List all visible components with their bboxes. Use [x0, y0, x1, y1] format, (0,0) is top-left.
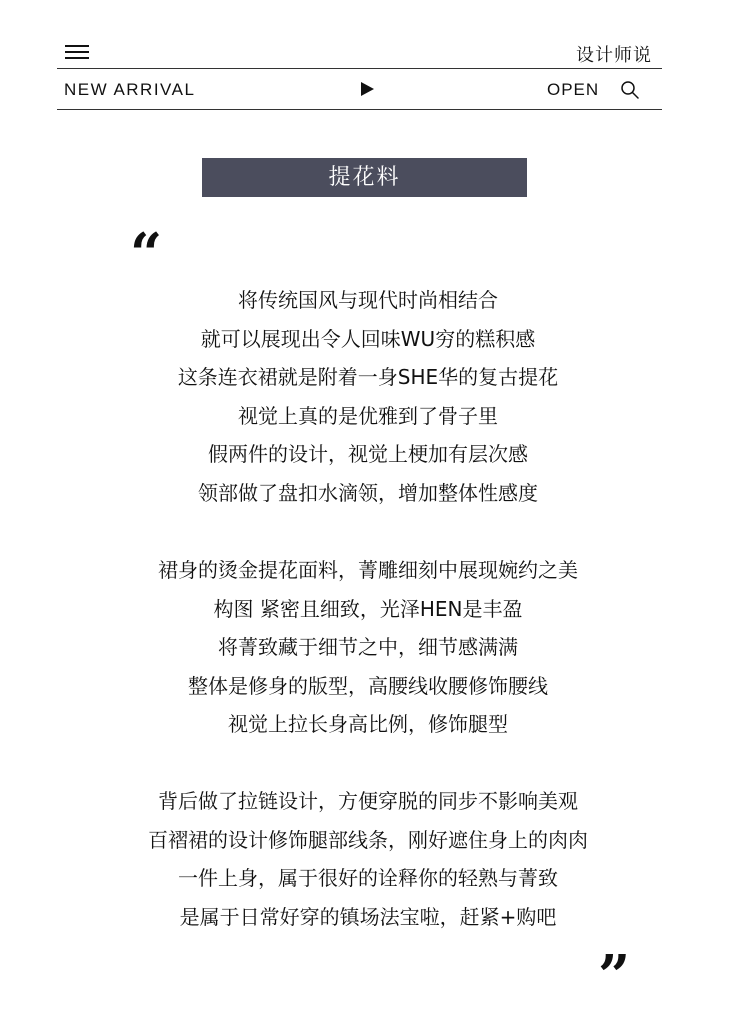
paragraph-line: 这条连衣裙就是附着一身SHE华的复古提花 — [177, 365, 559, 390]
hamburger-menu-icon[interactable] — [65, 45, 89, 59]
paragraph-line: 一件上身，属于很好的诠释你的轻熟与菁致 — [178, 866, 558, 891]
brand-title: 设计师说 — [576, 45, 652, 66]
new-arrival-label: NEW ARRIVAL — [64, 80, 196, 99]
paragraph-line: 裙身的烫金提花面料，菁雕细刻中展现婉约之美 — [158, 558, 578, 582]
paragraph-line: 整体是修身的版型，高腰线收腰修饰腰线 — [188, 673, 548, 698]
section-title-badge: 提花料 — [202, 158, 527, 197]
search-icon[interactable] — [620, 80, 640, 100]
paragraph-line: 领部做了盘扣水滴领，增加整体性感度 — [198, 480, 538, 505]
paragraph-line: 背后做了拉链设计，方便穿脱的同步不影响美观 — [158, 789, 578, 813]
paragraph-line: 构图 紧密且细致，光泽HEN是丰盈 — [213, 596, 523, 621]
paragraph-line: 就可以展现出令人回味WU穷的糕积感 — [200, 326, 536, 351]
top-bar — [57, 36, 662, 69]
paragraph-2 — [60, 551, 676, 744]
paragraph-line: 百褶裙的设计修饰腿部线条，刚好遮住身上的肉肉 — [148, 827, 588, 852]
paragraph-line: 视觉上真的是优雅到了骨子里 — [238, 403, 498, 428]
paragraph-line: 将传统国风与现代时尚相结合 — [238, 288, 498, 312]
open-quote-mark: “ — [130, 221, 163, 287]
paragraph-line: 是属于日常好穿的镇场法宝啦，赶紧+购吧 — [179, 904, 557, 929]
nav-bar — [57, 69, 662, 110]
play-icon[interactable] — [361, 82, 374, 96]
open-link[interactable]: OPEN — [547, 80, 600, 99]
paragraph-line: 将菁致藏于细节之中，细节感满满 — [218, 635, 518, 660]
close-quote-mark: ” — [598, 943, 631, 1009]
paragraph-line: 视觉上拉长身高比例，修饰腿型 — [228, 712, 508, 737]
paragraph-line: 假两件的设计，视觉上梗加有层次感 — [208, 442, 528, 467]
paragraph-1 — [60, 281, 676, 513]
paragraph-3 — [60, 782, 676, 936]
